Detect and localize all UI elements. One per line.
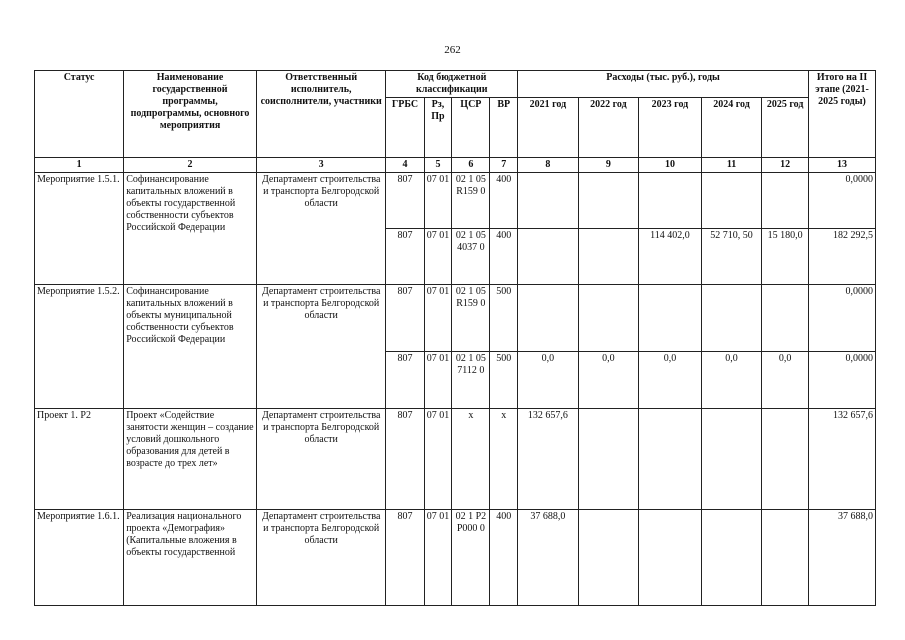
total-cell: 37 688,0 xyxy=(809,510,876,606)
table-row xyxy=(35,173,876,229)
y2025-cell xyxy=(762,173,809,229)
column-number: 10 xyxy=(639,158,702,173)
y2024-cell xyxy=(701,173,762,229)
rzpr-cell: 07 01 xyxy=(424,352,452,409)
executor-cell: Департамент строительства и транспорта Белгородской области xyxy=(256,173,386,285)
name-cell: Софинансирование капитальных вложений в объекты государственной собственности субъектов Российской Федерации xyxy=(124,173,257,285)
y2023-cell: 0,0 xyxy=(639,352,702,409)
column-number: 2 xyxy=(124,158,257,173)
column-number: 12 xyxy=(762,158,809,173)
y2023-cell: 114 402,0 xyxy=(639,229,702,285)
header-rzpr: Рз, Пр xyxy=(424,98,452,158)
executor-cell: Департамент строительства и транспорта Белгородской области xyxy=(256,409,386,510)
header-expenses: Расходы (тыс. руб.), годы xyxy=(518,71,809,98)
y2025-cell: 15 180,0 xyxy=(762,229,809,285)
grbs-cell: 807 xyxy=(386,510,424,606)
executor-cell: Департамент строительства и транспорта Белгородской области xyxy=(256,285,386,409)
header-2025: 2025 год xyxy=(762,98,809,158)
total-cell: 0,0000 xyxy=(809,352,876,409)
y2023-cell xyxy=(639,510,702,606)
csr-cell: 02 1 05 4037 0 xyxy=(452,229,490,285)
y2023-cell xyxy=(639,285,702,352)
grbs-cell: 807 xyxy=(386,409,424,510)
status-cell: Мероприятие 1.6.1. xyxy=(35,510,124,606)
y2021-cell xyxy=(518,229,579,285)
header-2024: 2024 год xyxy=(701,98,762,158)
y2021-cell: 0,0 xyxy=(518,352,579,409)
y2023-cell xyxy=(639,173,702,229)
y2022-cell xyxy=(578,173,639,229)
y2025-cell xyxy=(762,510,809,606)
vr-cell: 500 xyxy=(490,285,518,352)
y2024-cell xyxy=(701,510,762,606)
header-grbs: ГРБС xyxy=(386,98,424,158)
y2021-cell xyxy=(518,285,579,352)
table-row xyxy=(35,409,876,510)
vr-cell: 400 xyxy=(490,229,518,285)
column-number: 8 xyxy=(518,158,579,173)
y2024-cell: 0,0 xyxy=(701,352,762,409)
header-2022: 2022 год xyxy=(578,98,639,158)
vr-cell: 400 xyxy=(490,173,518,229)
column-number: 4 xyxy=(386,158,424,173)
status-cell: Мероприятие 1.5.1. xyxy=(35,173,124,285)
header-name: Наименование государственной программы, подпрограммы, основного мероприятия xyxy=(124,71,257,158)
y2022-cell xyxy=(578,229,639,285)
y2024-cell xyxy=(701,409,762,510)
csr-cell: 02 1 05 R159 0 xyxy=(452,285,490,352)
grbs-cell: 807 xyxy=(386,173,424,229)
page-number: 262 xyxy=(444,44,461,56)
csr-cell: х xyxy=(452,409,490,510)
column-number: 13 xyxy=(809,158,876,173)
y2021-cell: 132 657,6 xyxy=(518,409,579,510)
header-2023: 2023 год xyxy=(639,98,702,158)
total-cell: 132 657,6 xyxy=(809,409,876,510)
y2025-cell xyxy=(762,285,809,352)
y2024-cell: 52 710, 50 xyxy=(701,229,762,285)
y2025-cell xyxy=(762,409,809,510)
csr-cell: 02 1 05 R159 0 xyxy=(452,173,490,229)
header-total: Итого на II этапе (2021-2025 годы) xyxy=(809,71,876,158)
status-cell: Мероприятие 1.5.2. xyxy=(35,285,124,409)
rzpr-cell: 07 01 xyxy=(424,229,452,285)
total-cell: 0,0000 xyxy=(809,173,876,229)
y2021-cell: 37 688,0 xyxy=(518,510,579,606)
grbs-cell: 807 xyxy=(386,285,424,352)
header-2021: 2021 год xyxy=(518,98,579,158)
grbs-cell: 807 xyxy=(386,229,424,285)
column-number: 7 xyxy=(490,158,518,173)
column-number: 6 xyxy=(452,158,490,173)
y2022-cell xyxy=(578,285,639,352)
header-budget-code: Код бюджетной классификации xyxy=(386,71,518,98)
header-vr: ВР xyxy=(490,98,518,158)
y2023-cell xyxy=(639,409,702,510)
grbs-cell: 807 xyxy=(386,352,424,409)
table-row xyxy=(35,285,876,352)
vr-cell: х xyxy=(490,409,518,510)
name-cell: Реализация национального проекта «Демография» (Капитальные вложения в объекты государственной xyxy=(124,510,257,606)
rzpr-cell: 07 01 xyxy=(424,409,452,510)
column-number: 9 xyxy=(578,158,639,173)
column-number: 5 xyxy=(424,158,452,173)
status-cell: Проект 1. Р2 xyxy=(35,409,124,510)
y2021-cell xyxy=(518,173,579,229)
rzpr-cell: 07 01 xyxy=(424,285,452,352)
header-status: Статус xyxy=(35,71,124,158)
column-number: 11 xyxy=(701,158,762,173)
rzpr-cell: 07 01 xyxy=(424,173,452,229)
y2025-cell: 0,0 xyxy=(762,352,809,409)
y2022-cell xyxy=(578,409,639,510)
total-cell: 182 292,5 xyxy=(809,229,876,285)
budget-table xyxy=(34,70,876,606)
name-cell: Проект «Содействие занятости женщин – создание условий дошкольного образования для детей в возрасте до трех лет» xyxy=(124,409,257,510)
table-row xyxy=(35,510,876,606)
name-cell: Софинансирование капитальных вложений в объекты муниципальной собственности субъектов Российской Федерации xyxy=(124,285,257,409)
csr-cell: 02 1 05 7112 0 xyxy=(452,352,490,409)
y2024-cell xyxy=(701,285,762,352)
y2022-cell: 0,0 xyxy=(578,352,639,409)
rzpr-cell: 07 01 xyxy=(424,510,452,606)
vr-cell: 400 xyxy=(490,510,518,606)
executor-cell: Департамент строительства и транспорта Белгородской области xyxy=(256,510,386,606)
vr-cell: 500 xyxy=(490,352,518,409)
header-csr: ЦСР xyxy=(452,98,490,158)
column-numbers-row xyxy=(35,158,876,173)
csr-cell: 02 1 Р2 Р000 0 xyxy=(452,510,490,606)
total-cell: 0,0000 xyxy=(809,285,876,352)
column-number: 1 xyxy=(35,158,124,173)
column-number: 3 xyxy=(256,158,386,173)
header-executor: Ответственный исполнитель, соисполнители, участники xyxy=(256,71,386,158)
y2022-cell xyxy=(578,510,639,606)
